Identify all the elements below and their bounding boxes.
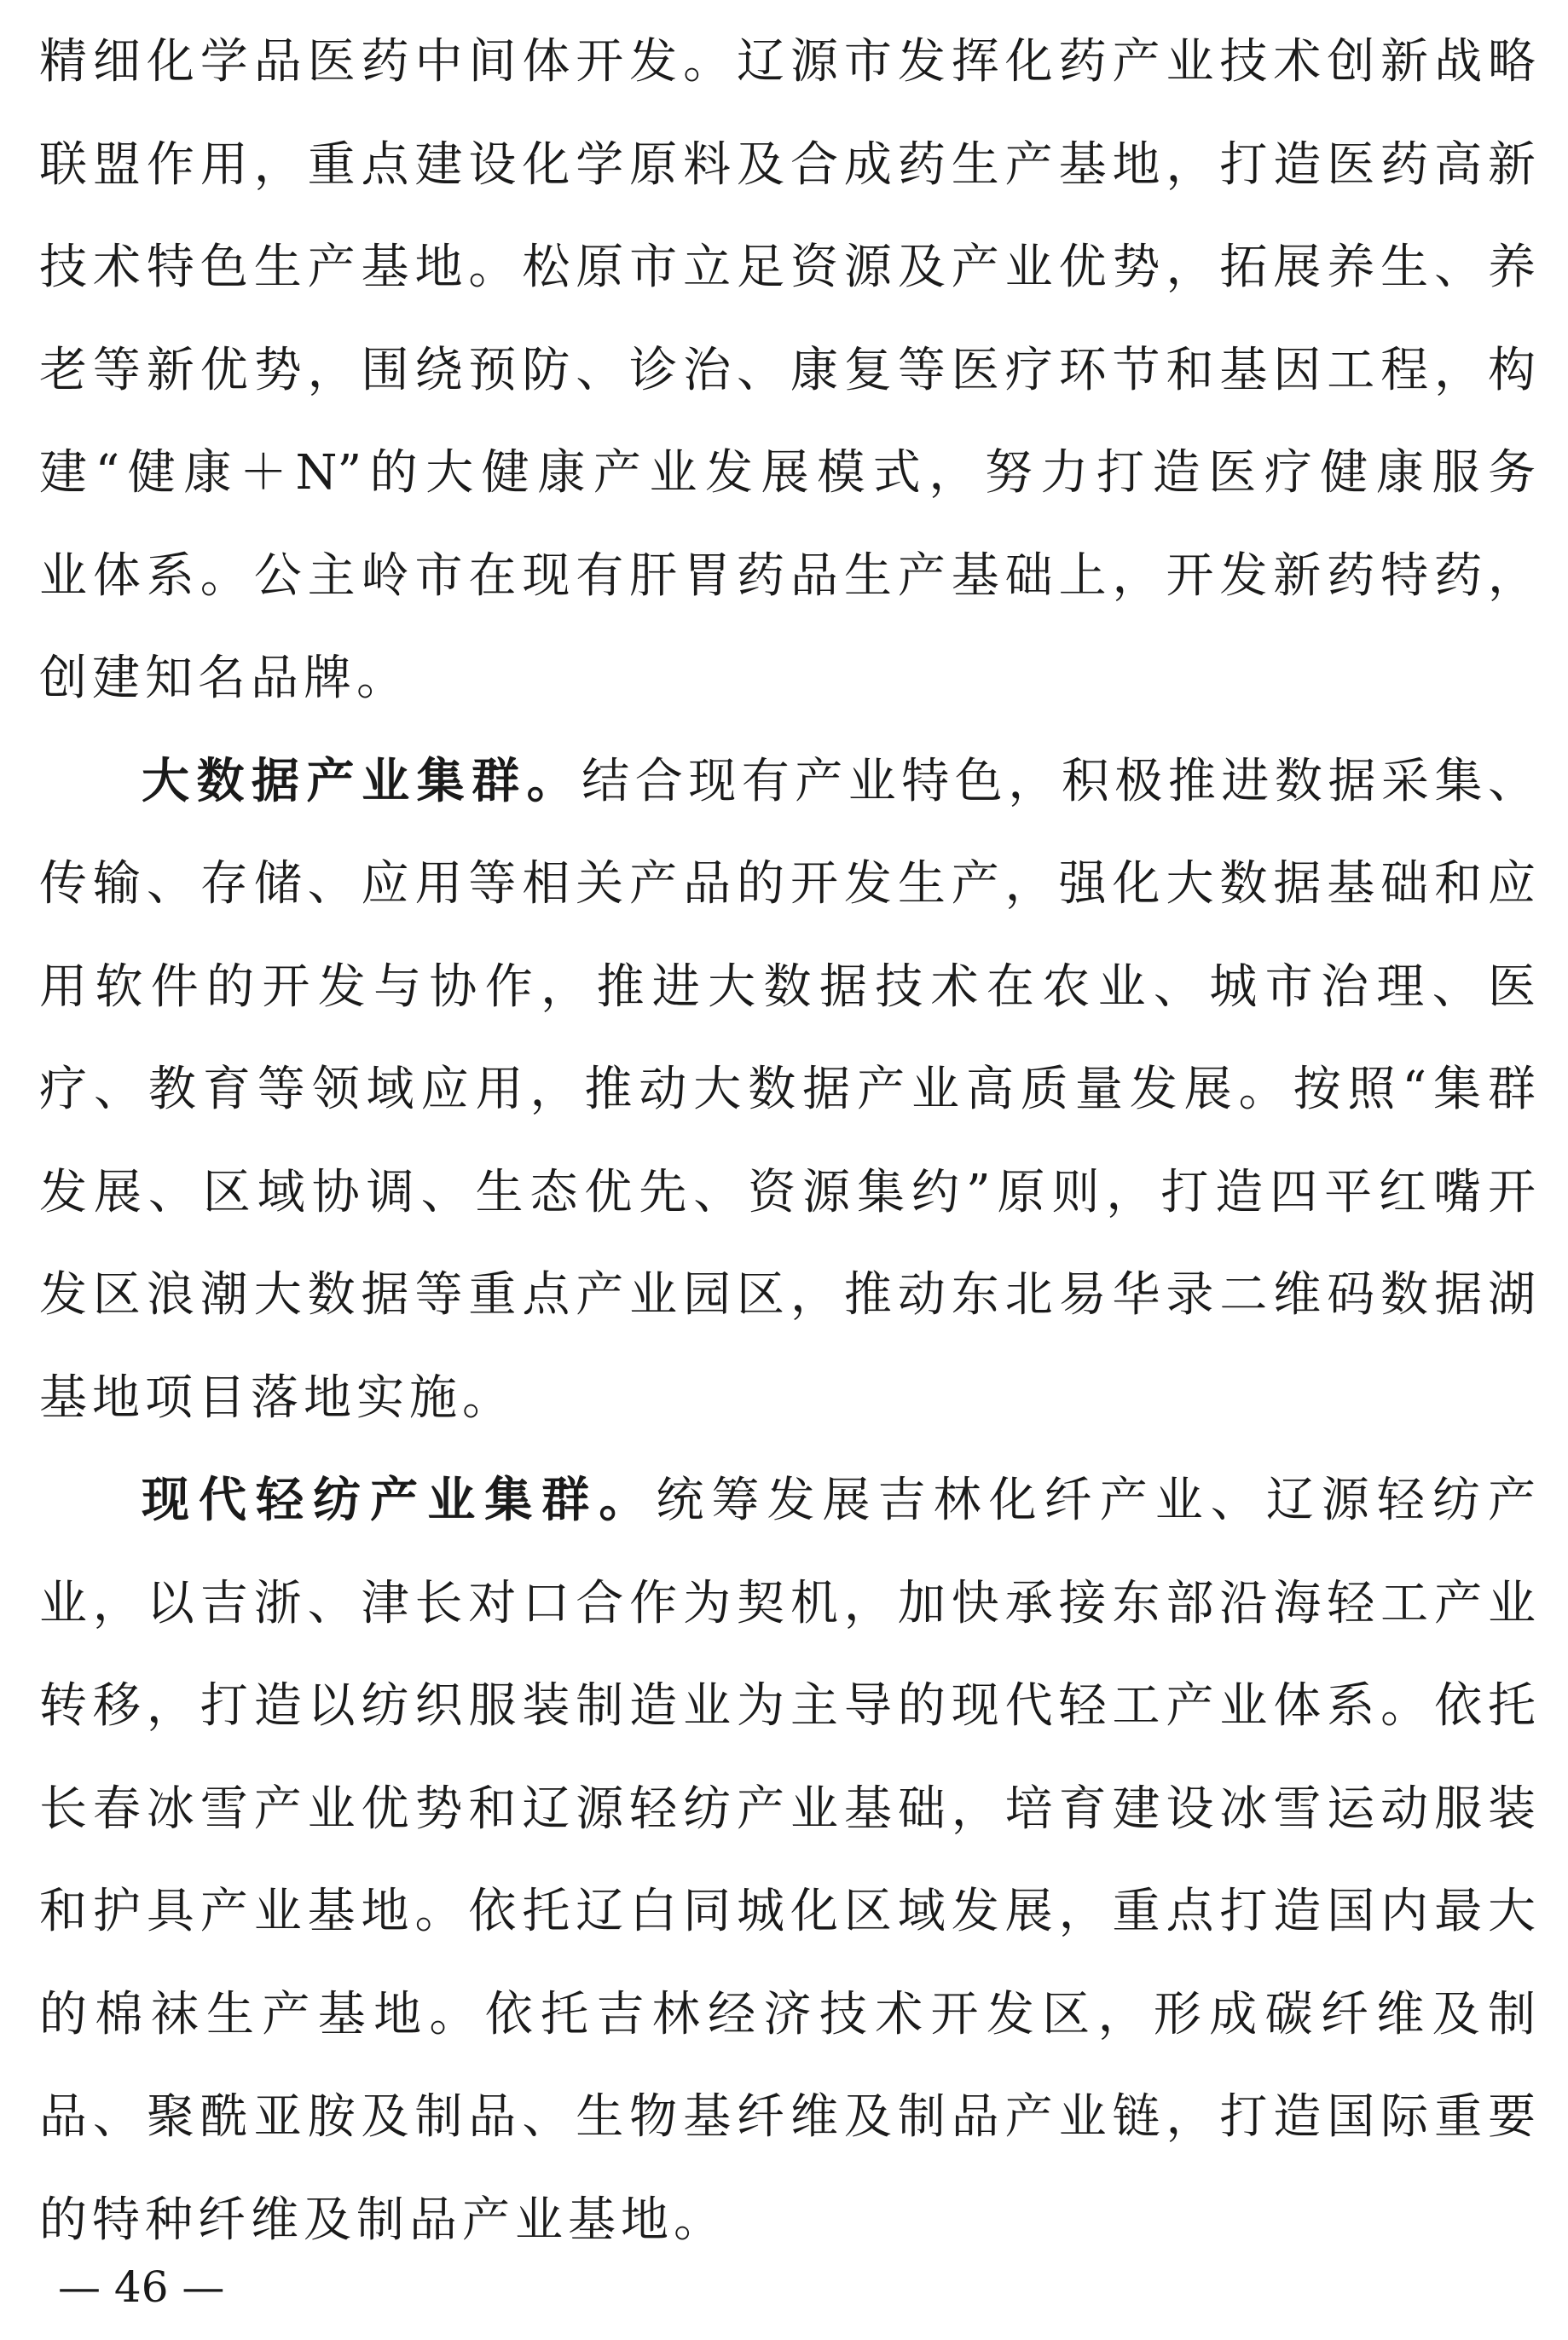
text-line: 联盟作用，重点建设化学原料及合成药生产基地，打造医药高新	[39, 136, 1536, 193]
heading-line-text: 统筹发展吉林化纤产业、辽源轻纺产	[656, 1473, 1536, 1528]
paragraph-2	[39, 731, 1536, 1451]
paragraph-3	[39, 1450, 1536, 2272]
text-line	[39, 731, 1536, 834]
heading-line-text: 结合现有产业特色，积极推进数据采集、	[581, 753, 1536, 809]
page-number: — 46 —	[58, 2262, 225, 2312]
text-line: 发展、区域协调、生态优先、资源集约”原则，打造四平红嘴开	[39, 1164, 1536, 1220]
document-page	[39, 0, 1536, 2272]
text-line: 疗、教育等领域应用，推动大数据产业高质量发展。按照“集群	[39, 1062, 1536, 1117]
text-line: 业，以吉浙、津长对口合作为契机，加快承接东部沿海轻工产业	[39, 1575, 1536, 1631]
text-line: 用软件的开发与协作，推进大数据技术在农业、城市治理、医	[39, 959, 1536, 1015]
text-line: 品、聚酰亚胺及制品、生物基纤维及制品产业链，打造国际重要	[39, 2089, 1536, 2145]
section-heading: 现代轻纺产业集群。	[142, 1473, 657, 1528]
text-line	[39, 1450, 1536, 1553]
text-line: 的棉袜生产基地。依托吉林经济技术开发区，形成碳纤维及制	[39, 1986, 1536, 2042]
paragraph-1	[39, 11, 1536, 731]
text-line: 技术特色生产基地。松原市立足资源及产业优势，拓展养生、养	[39, 240, 1536, 295]
text-line: 建“健康＋N”的大健康产业发展模式，努力打造医疗健康服务	[39, 445, 1536, 501]
text-line: 基地项目落地实施。	[39, 1370, 515, 1426]
text-line: 老等新优势，围绕预防、诊治、康复等医疗环节和基因工程，构	[39, 342, 1536, 398]
text-line: 长春冰雪产业优势和辽源轻纺产业基础，培育建设冰雪运动服装	[39, 1781, 1536, 1837]
text-line: 精细化学品医药中间体开发。辽源市发挥化药产业技术创新战略	[39, 34, 1536, 90]
text-line: 转移，打造以纺织服装制造业为主导的现代轻工产业体系。依托	[39, 1678, 1536, 1734]
text-line: 发区浪潮大数据等重点产业园区，推动东北易华录二维码数据湖	[39, 1267, 1536, 1323]
section-heading: 大数据产业集群。	[142, 753, 582, 809]
text-line: 创建知名品牌。	[39, 651, 409, 706]
text-line: 业体系。公主岭市在现有肝胃药品生产基础上，开发新药特药，	[39, 547, 1536, 604]
text-line: 的特种纤维及制品产业基地。	[39, 2192, 726, 2248]
text-line: 和护具产业基地。依托辽白同城化区域发展，重点打造国内最大	[39, 1884, 1536, 1939]
text-line: 传输、存储、应用等相关产品的开发生产，强化大数据基础和应	[39, 856, 1536, 912]
